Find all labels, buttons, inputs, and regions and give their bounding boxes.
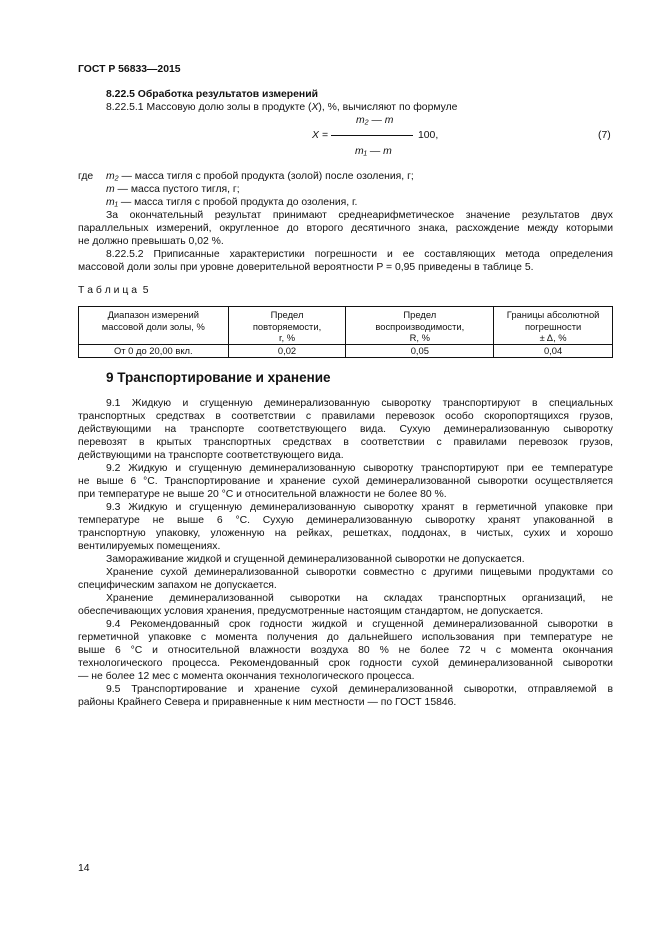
page-number: 14 bbox=[78, 863, 90, 874]
text-line: районы Крайнего Севера и приравненные к ним местности — по ГОСТ 15846. bbox=[78, 697, 457, 708]
formula-factor: 100, bbox=[418, 130, 439, 141]
table-5 bbox=[78, 306, 613, 358]
text-line: 8.22.5.2 Приписанные характеристики погрешности и ее составляющих метода определения bbox=[106, 249, 613, 260]
formula-numerator: m₂ — m bbox=[356, 115, 394, 126]
text-line: Хранение деминерализованной сыворотки на складах транспортных организаций, не bbox=[106, 593, 613, 604]
text-line: 9.5 Транспортирование и хранение сухой деминерализованной сыворотки, отправляемой в bbox=[106, 684, 613, 695]
table-cell: 0,05 bbox=[346, 344, 494, 357]
text-line: обеспечивающих условия хранения, предусмотренные настоящим стандартом, не допускается. bbox=[78, 606, 544, 617]
table-row bbox=[79, 344, 613, 357]
text-line: не выше 6 °С. Транспортирование и хранение сухой деминерализованной сыворотки осуществляется bbox=[78, 476, 613, 487]
table-cell: От 0 до 20,00 вкл. bbox=[79, 344, 229, 357]
text-line: вентилируемых помещениях. bbox=[78, 541, 221, 552]
table-header-cell: Предел воспроизводимости, R, % bbox=[346, 307, 494, 345]
where-label: где bbox=[78, 171, 94, 182]
text-line: транспортных средствах в соответствии с правилами перевозок особо скоропортящихся грузов, bbox=[78, 411, 613, 422]
text-line: 9.3 Жидкую и сгущенную деминерализованную сыворотку хранят в герметичной упаковке при bbox=[106, 502, 613, 513]
text-line: 9.2 Жидкую и сгущенную деминерализованную сыворотку транспортируют при ее температуре bbox=[106, 463, 613, 474]
formula-denominator: m₁ — m bbox=[355, 146, 392, 157]
text-line: при температуре не выше 20 °С и относительной влажности не более 80 %. bbox=[78, 489, 447, 500]
text-line: Замораживание жидкой и сгущенной деминерализованной сыворотки не допускается. bbox=[106, 554, 525, 565]
section-title: 9 Транспортирование и хранение bbox=[106, 370, 331, 385]
text-line: действующими на транспорте соответствующего вида. bbox=[78, 450, 344, 461]
where-item: m₂ — масса тигля с пробой продукта (золой) после озоления, г; bbox=[106, 171, 414, 182]
text-line: параллельных измерений, округленное до второго десятичного знака, расхождение между которыми bbox=[78, 223, 613, 234]
table-header-row bbox=[79, 307, 613, 345]
text-line: 9.1 Жидкую и сгущенную деминерализованную сыворотку транспортируют в специальных bbox=[106, 398, 613, 409]
text-line: специфическим запахом не допускается. bbox=[78, 580, 277, 591]
text-line: 9.4 Рекомендованный срок годности жидкой и сгущенной деминерализованной сыворотки в bbox=[106, 619, 613, 630]
table-cell: 0,04 bbox=[494, 344, 613, 357]
table-header-cell: Предел повторяемости, r, % bbox=[228, 307, 346, 345]
document-header: ГОСТ Р 56833—2015 bbox=[78, 64, 181, 75]
text-line: температуре не выше 6 °С. Сухую деминерализованную сыворотку хранят упакованной в bbox=[78, 515, 613, 526]
text-line: транспортную упаковку, уложенную на рейках, решетках, поддонах, в чистых, сухих и хорошо bbox=[78, 528, 613, 539]
formula-lhs: X = bbox=[312, 130, 328, 141]
table-cell: 0,02 bbox=[228, 344, 346, 357]
paragraph-8-22-5-1: 8.22.5.1 Массовую долю золы в продукте (X), %, вычисляют по формуле bbox=[106, 102, 458, 113]
text-line: массовой доли золы при уровне доверительной вероятности P = 0,95 приведены в таблице 5. bbox=[78, 262, 534, 273]
text-line: За окончательный результат принимают среднеарифметическое значение результатов двух bbox=[106, 210, 613, 221]
where-item: m₁ — масса тигля с пробой продукта до озоления, г. bbox=[106, 197, 358, 208]
subsection-title: 8.22.5 Обработка результатов измерений bbox=[106, 89, 318, 100]
text-line: выше 6 °С и относительной влажности воздуха 80 % не более 72 ч с момента окончания bbox=[78, 645, 613, 656]
formula-number: (7) bbox=[598, 130, 611, 141]
text-line: не должно превышать 0,02 %. bbox=[78, 236, 224, 247]
text-line: перевозят в крытых транспортных средствах в соответствии с правилами перевозок грузов, bbox=[78, 437, 613, 448]
table-header-cell: Границы абсолютной погрешности ± Δ, % bbox=[494, 307, 613, 345]
where-item: m — масса пустого тигля, г; bbox=[106, 184, 240, 195]
text-line: герметичной упаковке с момента получения до дальнейшего использования при температуре не bbox=[78, 632, 613, 643]
table-header-cell: Диапазон измерений массовой доли золы, % bbox=[79, 307, 229, 345]
text-line: — не более 12 мес с момента окончания технологического процесса. bbox=[78, 671, 415, 682]
table-caption: Т а б л и ц а 5 bbox=[78, 285, 149, 296]
fraction-bar bbox=[331, 135, 413, 136]
text-line: действующими на транспорте соответствующего вида. Сухую деминерализованную сыворотку bbox=[78, 424, 613, 435]
text-line: Хранение сухой деминерализованной сыворотки совместно с другими пищевыми продуктами со bbox=[106, 567, 613, 578]
text-line: технологического процесса. Рекомендованный срок годности сухой деминерализованной сыворотки bbox=[78, 658, 613, 669]
